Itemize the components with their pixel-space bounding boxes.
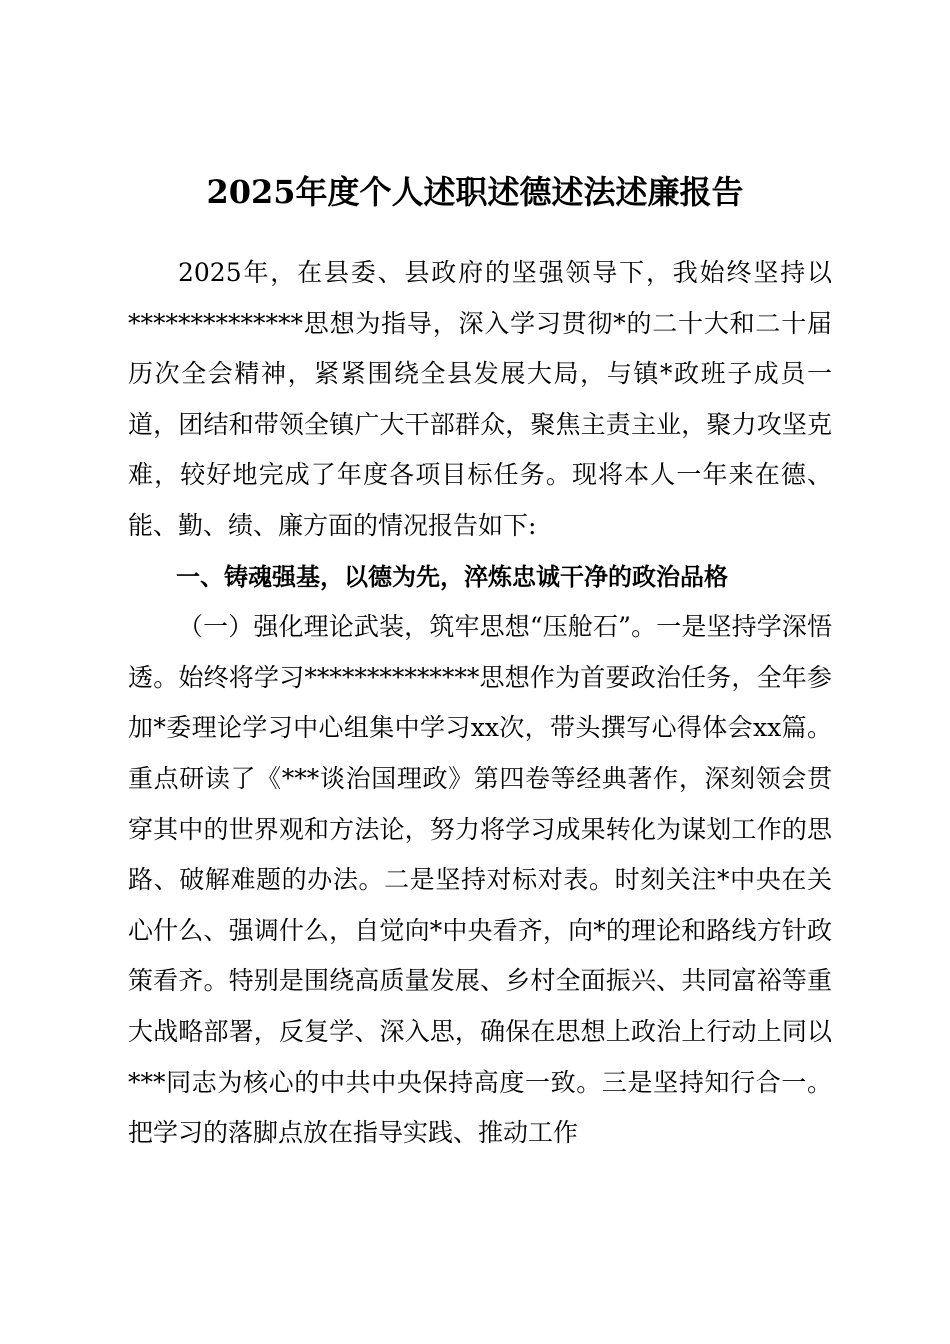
- document-body: [128, 248, 832, 1159]
- section-1-paragraph: （一）强化理论武装，筑牢思想“压舱石”。一是坚持学深悟透。始终将学习**************思想作为首要政治任务，全年参加*委理论学习中心组集中学习xx次，带头撰写心得体会xx篇。重点研读了《***谈治国理政》第四卷等经典著作，深刻领会贯穿其中的世界观和方法论，努力将学习成果转化为谋划工作的思路、破解难题的办法。二是坚持对标对表。时刻关注*中央在关心什么、强调什么，自觉向*中央看齐，向*的理论和路线方针政策看齐。特别是围绕高质量发展、乡村全面振兴、共同富裕等重大战略部署，反复学、深入思，确保在思想上政治上行动上同以***同志为核心的中共中央保持高度一致。三是坚持知行合一。把学习的落脚点放在指导实践、推动工作: [128, 612, 832, 1148]
- document-title: 2025年度个人述职述德述法述廉报告: [206, 173, 744, 211]
- intro-paragraph: 2025年，在县委、县政府的坚强领导下，我始终坚持以**************思想为指导，深入学习贯彻*的二十大和二十届历次全会精神，紧紧围绕全县发展大局，与镇*政班子成员一道，团结和带领全镇广大干部群众，聚焦主责主业，聚力攻坚克难，较好地完成了年度各项目标任务。现将本人一年来在德、能、勤、绩、廉方面的情况报告如下:: [128, 258, 832, 540]
- section-1-heading: 一、铸魂强基，以德为先，淬炼忠诚干净的政治品格: [176, 562, 728, 591]
